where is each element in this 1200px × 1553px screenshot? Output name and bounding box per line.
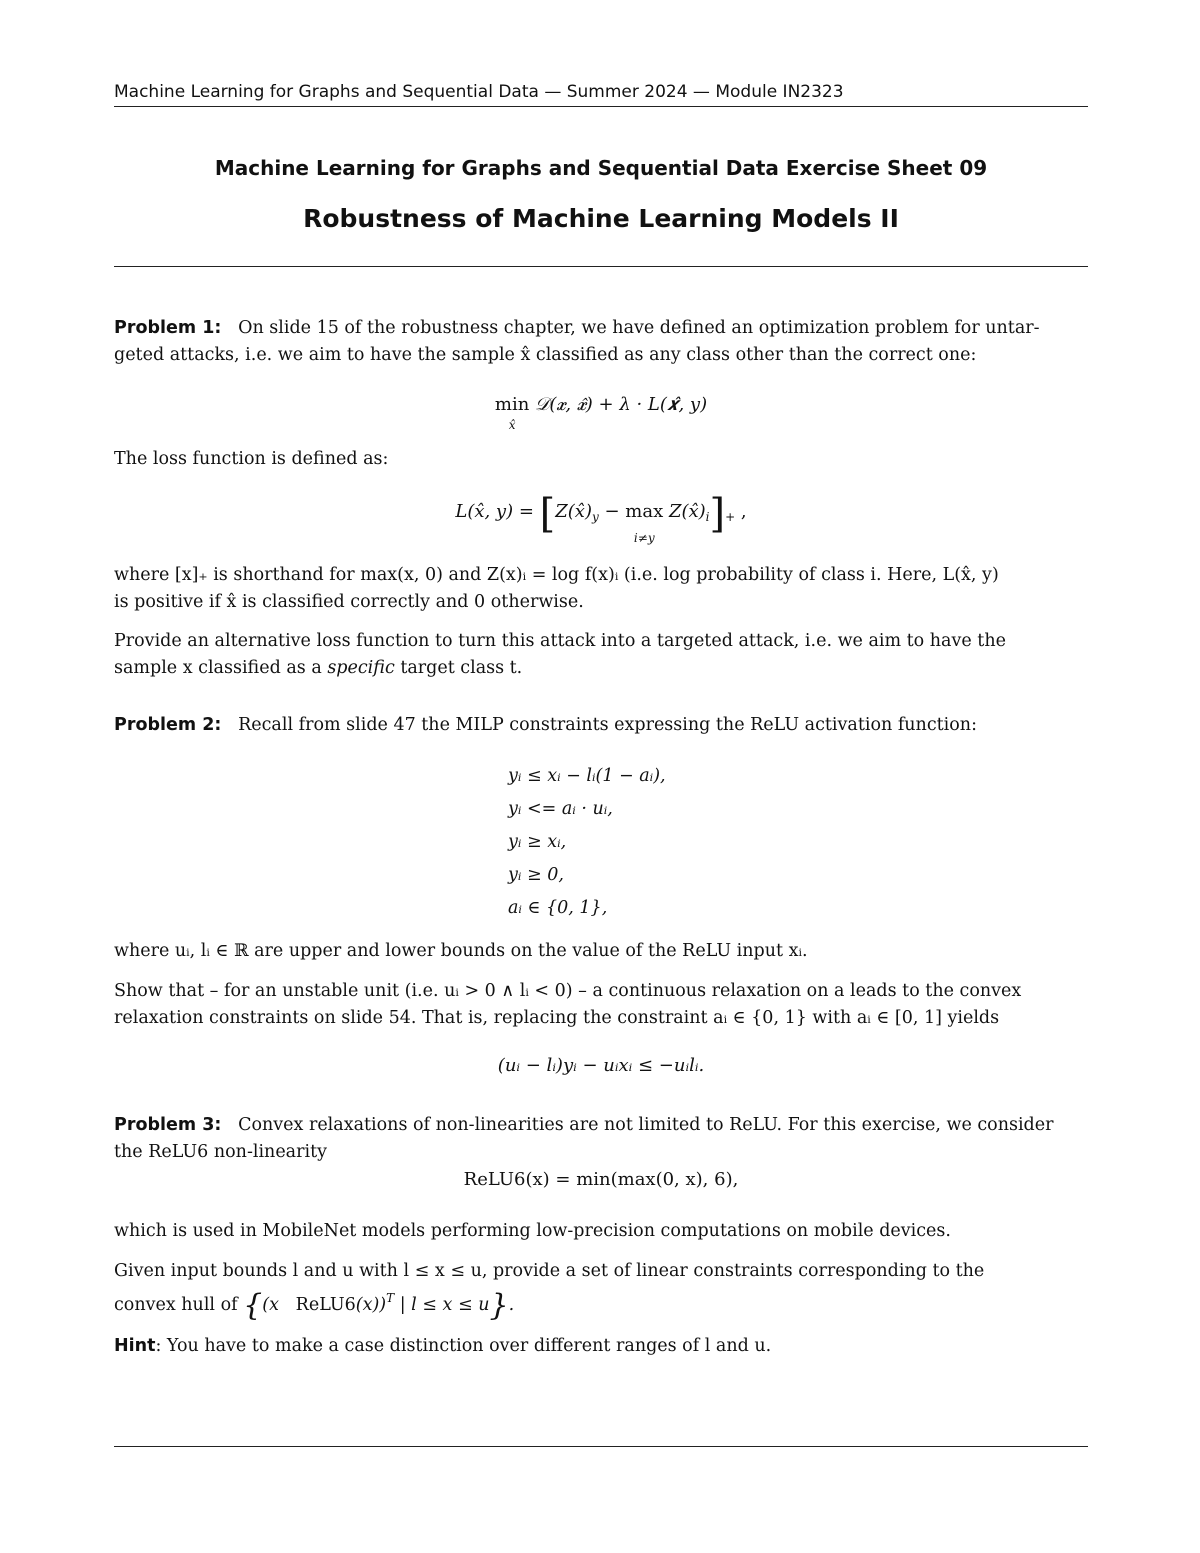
problem-3-hint	[114, 1333, 1088, 1360]
problem-2-text: Recall from slide 47 the MILP constraints expressing the ReLU activation function:	[238, 715, 977, 735]
constraint-5: aᵢ ∈ {0, 1},	[508, 898, 608, 918]
sheet-subtitle: Robustness of Machine Learning Models II	[303, 204, 899, 233]
task-line-a: Provide an alternative loss function to turn this attack into a targeted attack, i.e. we aim to have the	[114, 631, 1006, 651]
problem-2-label: Problem 2:	[114, 715, 222, 735]
problem-1-text-a: On slide 15 of the robustness chapter, we have defined an optimization problem for untar-	[238, 318, 1040, 338]
where-line-b: is positive if x̂ is classified correctly and 0 otherwise.	[114, 592, 584, 612]
problem-1-objective	[114, 391, 1088, 431]
title-rule	[114, 266, 1088, 267]
problem-3-label: Problem 3:	[114, 1115, 222, 1135]
constraint-4: yᵢ ≥ 0,	[508, 865, 564, 885]
problem-3-intro	[114, 1112, 1088, 1166]
problem-3-usage: which is used in MobileNet models performing low-precision computations on mobile devices.	[114, 1221, 951, 1241]
problem-1-text-b: geted attacks, i.e. we aim to have the sample x̂ classified as any class other than the correct one:	[114, 345, 977, 365]
objective-expression: 𝒟(𝒙, 𝒙̂) + λ · L(𝒙̂, y)	[535, 394, 708, 415]
constraint-3: yᵢ ≥ xᵢ,	[508, 832, 567, 852]
problem-1-task	[114, 628, 1088, 682]
problem-3-text-b: the ReLU6 non-linearity	[114, 1142, 327, 1162]
footer-rule	[114, 1446, 1088, 1447]
hint-label: Hint	[114, 1336, 156, 1356]
convex-hull-set: {(x ReLU6(x))$^T$ | l ≤ x ≤ u}.	[243, 1288, 515, 1323]
min-operator: min x̂	[494, 394, 530, 432]
problem-1-label: Problem 1:	[114, 318, 222, 338]
loss-equation: L(x̂, $y) = [Z(x̂)_y - \max$ i≠y $Z(x̂)_i]_+$ ,	[455, 491, 747, 545]
problem-2-where: where uᵢ, lᵢ ∈ ℝ are upper and lower bounds on the value of the ReLU input xᵢ.	[114, 941, 808, 961]
relu6-equation: ReLU6(x) = min(max(0, x), 6),	[463, 1169, 739, 1190]
problem-3-given	[114, 1258, 1088, 1323]
problem-1-intro	[114, 315, 1088, 369]
hint-text: : You have to make a case distinction over different ranges of l and u.	[155, 1336, 772, 1356]
show-line-b: relaxation constraints on slide 54. That is, replacing the constraint aᵢ ∈ {0, 1} with aᵢ ∈ [0, 1] yields	[114, 1008, 1000, 1028]
problem-2-show	[114, 978, 1088, 1032]
problem-2-intro	[114, 712, 1088, 739]
convex-relaxation-equation: (uᵢ − lᵢ)yᵢ − uᵢxᵢ ≤ −uᵢlᵢ.	[497, 1055, 705, 1076]
header-rule	[114, 106, 1088, 107]
show-line-a: Show that – for an unstable unit (i.e. uᵢ > 0 ∧ lᵢ < 0) – a continuous relaxation on a leads to the convex	[114, 981, 1022, 1001]
where-line-a: where [x]₊ is shorthand for max(x, 0) and Z(x)ᵢ = log f(x)ᵢ (i.e. log probability of class i. Here, L(x̂, y)	[114, 565, 999, 585]
sheet-title: Machine Learning for Graphs and Sequential Data Exercise Sheet 09	[214, 156, 988, 180]
given-line-a: Given input bounds l and u with l ≤ x ≤ u, provide a set of linear constraints corresponding to the	[114, 1261, 985, 1281]
milp-constraints	[508, 760, 666, 925]
loss-intro: The loss function is defined as:	[114, 449, 389, 469]
constraint-2: yᵢ <= aᵢ · uᵢ,	[508, 799, 613, 819]
task-line-b2: target class t.	[394, 658, 523, 678]
running-header: Machine Learning for Graphs and Sequential Data — Summer 2024 — Module IN2323	[114, 82, 844, 102]
task-emphasis: specific	[327, 658, 395, 678]
problem-1-where	[114, 562, 1088, 616]
task-line-b1: sample x classified as a	[114, 658, 328, 678]
given-line-b: convex hull of	[114, 1295, 238, 1315]
problem-3-text-a: Convex relaxations of non-linearities are not limited to ReLU. For this exercise, we consider	[238, 1115, 1054, 1135]
constraint-1: yᵢ ≤ xᵢ − lᵢ(1 − aᵢ),	[508, 766, 666, 786]
